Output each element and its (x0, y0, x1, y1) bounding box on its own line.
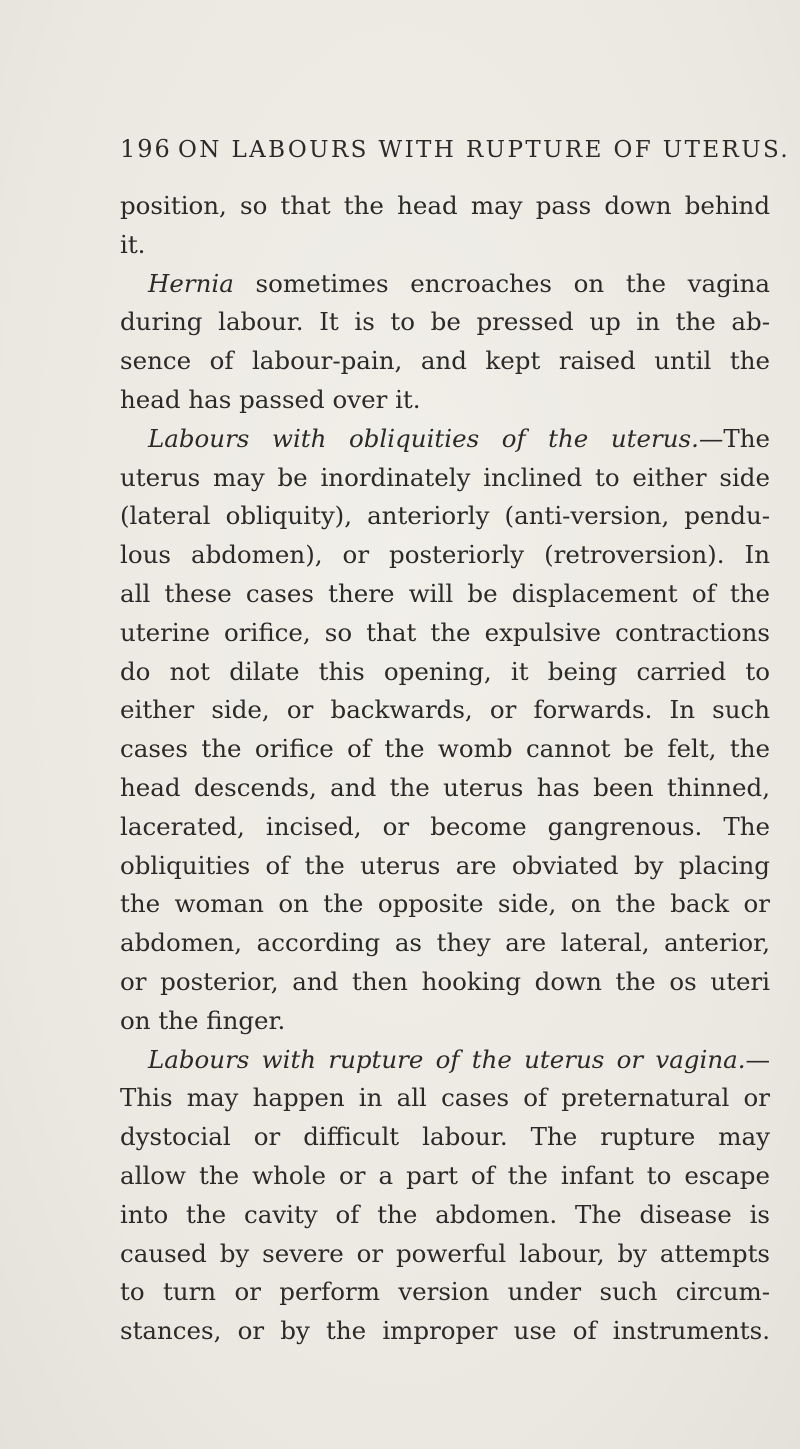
text-line: lacerated, incised, or become gangrenous. The (120, 811, 770, 841)
body-text (120, 187, 770, 1351)
text-line: abdomen, according as they are lateral, anterior, (120, 928, 770, 958)
text-line: obliquities of the uterus are obviated by placing (120, 850, 770, 880)
paragraph-rupture: Labours with rupture of the uterus or vagina.— (148, 1044, 770, 1074)
running-head (120, 133, 791, 165)
heading-obliquities: Labours with obliquities of the uterus. (148, 423, 699, 453)
text-line: either side, or backwards, or forwards. In such (120, 695, 770, 725)
text-line: (lateral obliquity), anteriorly (anti-version, pendu- (120, 501, 770, 531)
text-line: position, so that the head may pass down behind (120, 191, 770, 220)
text-line: do not dilate this opening, it being carried to (120, 656, 770, 686)
text-line: dystocial or difficult labour. The rupture may (120, 1122, 770, 1152)
text-line: stances, or by the improper use of instruments. (120, 1316, 770, 1346)
text-line: head has passed over it. (120, 384, 421, 414)
text-line: This may happen in all cases of preternatural or (120, 1083, 770, 1113)
text-line: lous abdomen), or posteriorly (retroversion). In (120, 540, 770, 570)
text-line: uterus may be inordinately inclined to either side (120, 462, 770, 492)
text-line: uterine orifice, so that the expulsive contractions (120, 617, 770, 647)
paragraph-hernia: Hernia sometimes encroaches on the vagina (148, 268, 770, 298)
text-line: to turn or perform version under such circum- (120, 1277, 770, 1307)
text-line: sence of labour-pain, and kept raised until the (120, 346, 770, 376)
text-line: during labour. It is to be pressed up in the ab- (120, 307, 770, 337)
text-line: on the finger. (120, 1005, 286, 1035)
text-line: it. (120, 229, 146, 259)
text-line: all these cases there will be displacement of the (120, 578, 770, 608)
text-line: into the cavity of the abdomen. The disease is (120, 1199, 770, 1229)
text-line: allow the whole or a part of the infant to escape (120, 1160, 770, 1190)
text-line: cases the orifice of the womb cannot be felt, the (120, 734, 770, 764)
text-line: or posterior, and then hooking down the os uteri (120, 966, 770, 996)
page-number: 196 (120, 135, 172, 163)
text-line: the woman on the opposite side, on the back or (120, 889, 770, 919)
paragraph-obliquities: Labours with obliquities of the uterus.—The (148, 423, 770, 453)
running-title: ON LABOURS WITH RUPTURE OF UTERUS. (178, 137, 791, 163)
text-line: caused by severe or powerful labour, by attempts (120, 1238, 770, 1268)
heading-hernia: Hernia (148, 268, 234, 298)
text-line: head descends, and the uterus has been thinned, (120, 772, 770, 802)
heading-rupture: Labours with rupture of the uterus or vagina. (148, 1044, 746, 1074)
